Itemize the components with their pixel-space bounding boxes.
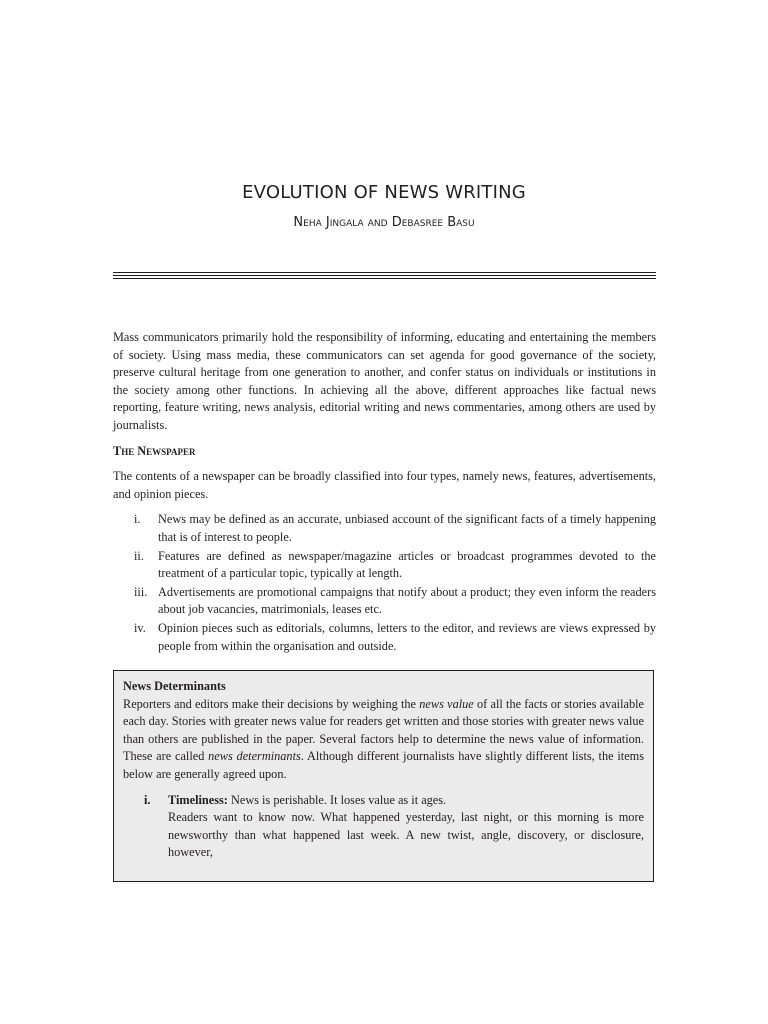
news-determinants-box [113, 670, 654, 882]
determinant-detail: Readers want to know now. What happened yesterday, last night, or this morning is more newsworthy than what happened last week. A new twist, angle, discovery, or disclosure, however, [168, 810, 644, 860]
determinant-text: News is perishable. It loses value as it ages. [227, 792, 447, 807]
title-rule-1 [113, 272, 656, 273]
content-types-list [113, 511, 656, 655]
section-heading: The Newspaper [113, 443, 196, 458]
section-lead: The contents of a newspaper can be broadly classified into four types, namely news, features, advertisements, and opinion pieces. [113, 469, 656, 501]
box-emphasis: news determinants [208, 749, 301, 764]
determinant-item [123, 792, 644, 862]
box-title: News Determinants [123, 679, 226, 693]
article-title: EVOLUTION OF NEWS WRITING [242, 182, 526, 203]
list-item [113, 548, 656, 583]
title-rule-2 [113, 275, 656, 276]
intro-paragraph: Mass communicators primarily hold the responsibility of informing, educating and entertaining the members of society. Using mass media, these communicators can set agenda for good governance of the society, preserve cultural heritage from one generation to another, and confer status on individuals or institutions in the society among other functions. In achieving all the above, different approaches like factual news reporting, feature writing, news analysis, editorial writing and news commentaries, among others are used by journalists. [113, 330, 656, 432]
list-number: iii. [134, 584, 148, 599]
article-authors: Neha Jingala and Debasree Basu [293, 215, 475, 230]
box-paragraph [123, 696, 644, 784]
list-item [113, 511, 656, 546]
list-number: iv. [134, 620, 146, 635]
list-text: News may be defined as an accurate, unbiased account of the significant facts of a timely happening that is of interest to people. [158, 512, 656, 544]
list-number: i. [134, 512, 141, 527]
list-item [113, 584, 656, 619]
list-text: Advertisements are promotional campaigns that notify about a product; they even inform the readers about job vacancies, matrimonials, leases etc. [158, 584, 656, 617]
list-text: Opinion pieces such as editorials, columns, letters to the editor, and reviews are views expressed by people from within the organisation and outside. [158, 620, 656, 653]
list-text: Features are defined as newspaper/magazine articles or broadcast programmes devoted to the treatment of a particular topic, typically at length. [158, 548, 656, 581]
determinant-line [168, 792, 644, 810]
box-text-part: of all the facts or stories available each day. Stories with greater news value for readers get written and those stories with greater news value than others are published in the paper. Several factors help to determine the news value of information. These are called [123, 696, 644, 764]
box-text-part: Reporters and editors make their decisions by weighing the [123, 696, 420, 711]
determinant-label: Timeliness: [168, 792, 228, 807]
box-emphasis: news value [419, 696, 474, 711]
list-number: ii. [134, 548, 144, 563]
determinant-number: i. [144, 792, 151, 807]
article-body [113, 329, 656, 656]
box-text-part: . Although different journalists have slightly different lists, the items below are generally agreed upon. [123, 749, 645, 781]
list-item [113, 620, 656, 655]
title-rule-3 [113, 278, 656, 279]
